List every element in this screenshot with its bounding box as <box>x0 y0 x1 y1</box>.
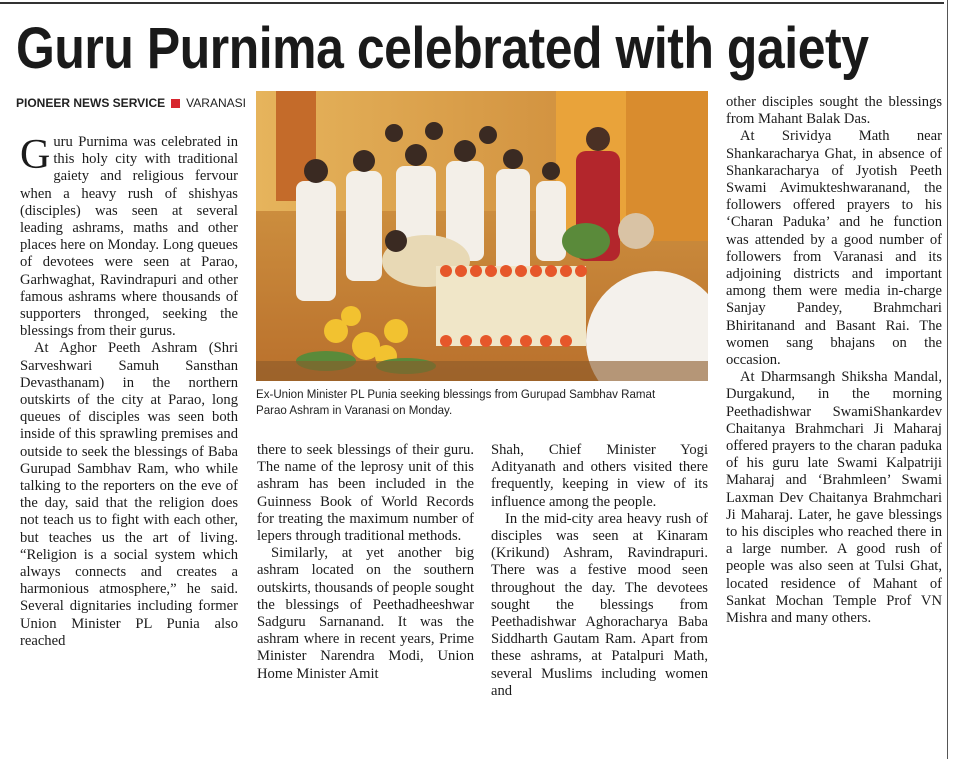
top-rule <box>0 2 944 4</box>
article-paragraph <box>20 134 238 340</box>
column-divider <box>947 0 948 759</box>
article-paragraph: At Dharmsangh Shiksha Mandal, Durgakund, in the morning Peethadishwar SwamiShankardev Chaitanya Brahmchari Ji Maharaj offered prayers to the charan paduka of his guru late Swami Kalpatriji Maharaj and ‘Brahmleen’ Swami Laxman Dev Chaitanya Brahmchari Ji Maharaj. Later, he gave blessings to his disciples who reached there in a large number. A good rush of people was also seen at Tulsi Ghat, located residence of Mahant of Sankat Mochan Temple Prof VN Mishra and many others. <box>726 369 942 627</box>
article-paragraph: At Aghor Peeth Ashram (Shri Sarveshwari Samuh Sansthan Devasthanam) in the northern outskirts of the city at Parao, long queues of disciples was seen both inside of this sprawling premises and outside to seek the blessings of Baba Gurupad Sambhav Ram, who while talking to the reporters on the eve of the day, said that the religion does not teach us to fight with each other, but teaches us the art of living. “Religion is a social system which always connects and creates a harmonious atmosphere,” he said. Several dignitaries including former Union Minister PL Punia also reached <box>20 340 238 649</box>
drop-cap: G <box>20 132 51 178</box>
devotees-photo-image <box>256 91 708 381</box>
article-paragraph: Shah, Chief Minister Yogi Adityanath and others visited there frequently, keeping in view of its influence among the people. <box>491 442 708 510</box>
article-paragraph: Similarly, at yet another big ashram located on the southern outskirts, thousands of people sought the blessings of Peethadheeshwar Sadguru Sarnanand. It was the ashram where in recent years, Prime Minister Narendra Modi, Union Home Minister Amit <box>257 545 474 682</box>
adjacent-article-edge <box>950 0 966 759</box>
article-column-1 <box>20 134 238 650</box>
article-photo <box>256 91 708 381</box>
article-paragraph: In the mid-city area heavy rush of disciples was seen at Kinaram (Krikund) Ashram, Ravindrapuri. There was a festive mood seen throughout the day. The devotees sought the blessings from Peethadishwar Aghoracharya Baba Siddharth Gautam Ram. Apart from these ashrams, at Patalpuri Math, several Muslims including women and <box>491 510 708 699</box>
headline: Guru Purnima celebrated with gaiety <box>16 16 869 81</box>
byline <box>16 96 246 110</box>
paragraph-text: uru Purnima was celebrated in this holy city with traditional gaiety and religious fervour when a heavy rush of shishyas (disciples) was seen at several leading ashrams, maths and other places here on Monday. Long queues of devotees were seen at Parao, Garhwaghat, Ravindrapuri and other famous ashrams where thousands of supporters thronged, seeking the blessings from their gurus. <box>20 134 238 340</box>
news-service: PIONEER NEWS SERVICE <box>16 96 166 110</box>
article-paragraph: At Srividya Math near Shankaracharya Ghat, in absence of Shankaracharya of Jyotish Peeth Swami Avimukteshwaranand, the followers offered prayers to his ‘Charan Paduka’ and he function was attended by a good number of followers from Varanasi and its adjoining districts and important among them were media in-charge Sanjay Pandey, Brahmchari Bhiritanand and Basant Rai. The women sang bhajans on the occasion. <box>726 128 942 369</box>
article-column-3 <box>491 442 708 700</box>
byline-separator-icon <box>171 99 180 108</box>
photo-caption: Ex-Union Minister PL Punia seeking blessings from Gurupad Sambhav Ramat Parao Ashram in Varanasi on Monday. <box>256 387 656 417</box>
dateline-place: VARANASI <box>186 96 246 110</box>
article-paragraph: there to seek blessings of their guru. The name of the leprosy unit of this ashram has been included in the Guinness Book of World Records for treating the maximum number of lepers through traditional methods. <box>257 442 474 545</box>
article-paragraph: other disciples sought the blessings from Mahant Balak Das. <box>726 94 942 128</box>
article-column-2 <box>257 442 474 683</box>
article-column-4 <box>726 94 942 627</box>
